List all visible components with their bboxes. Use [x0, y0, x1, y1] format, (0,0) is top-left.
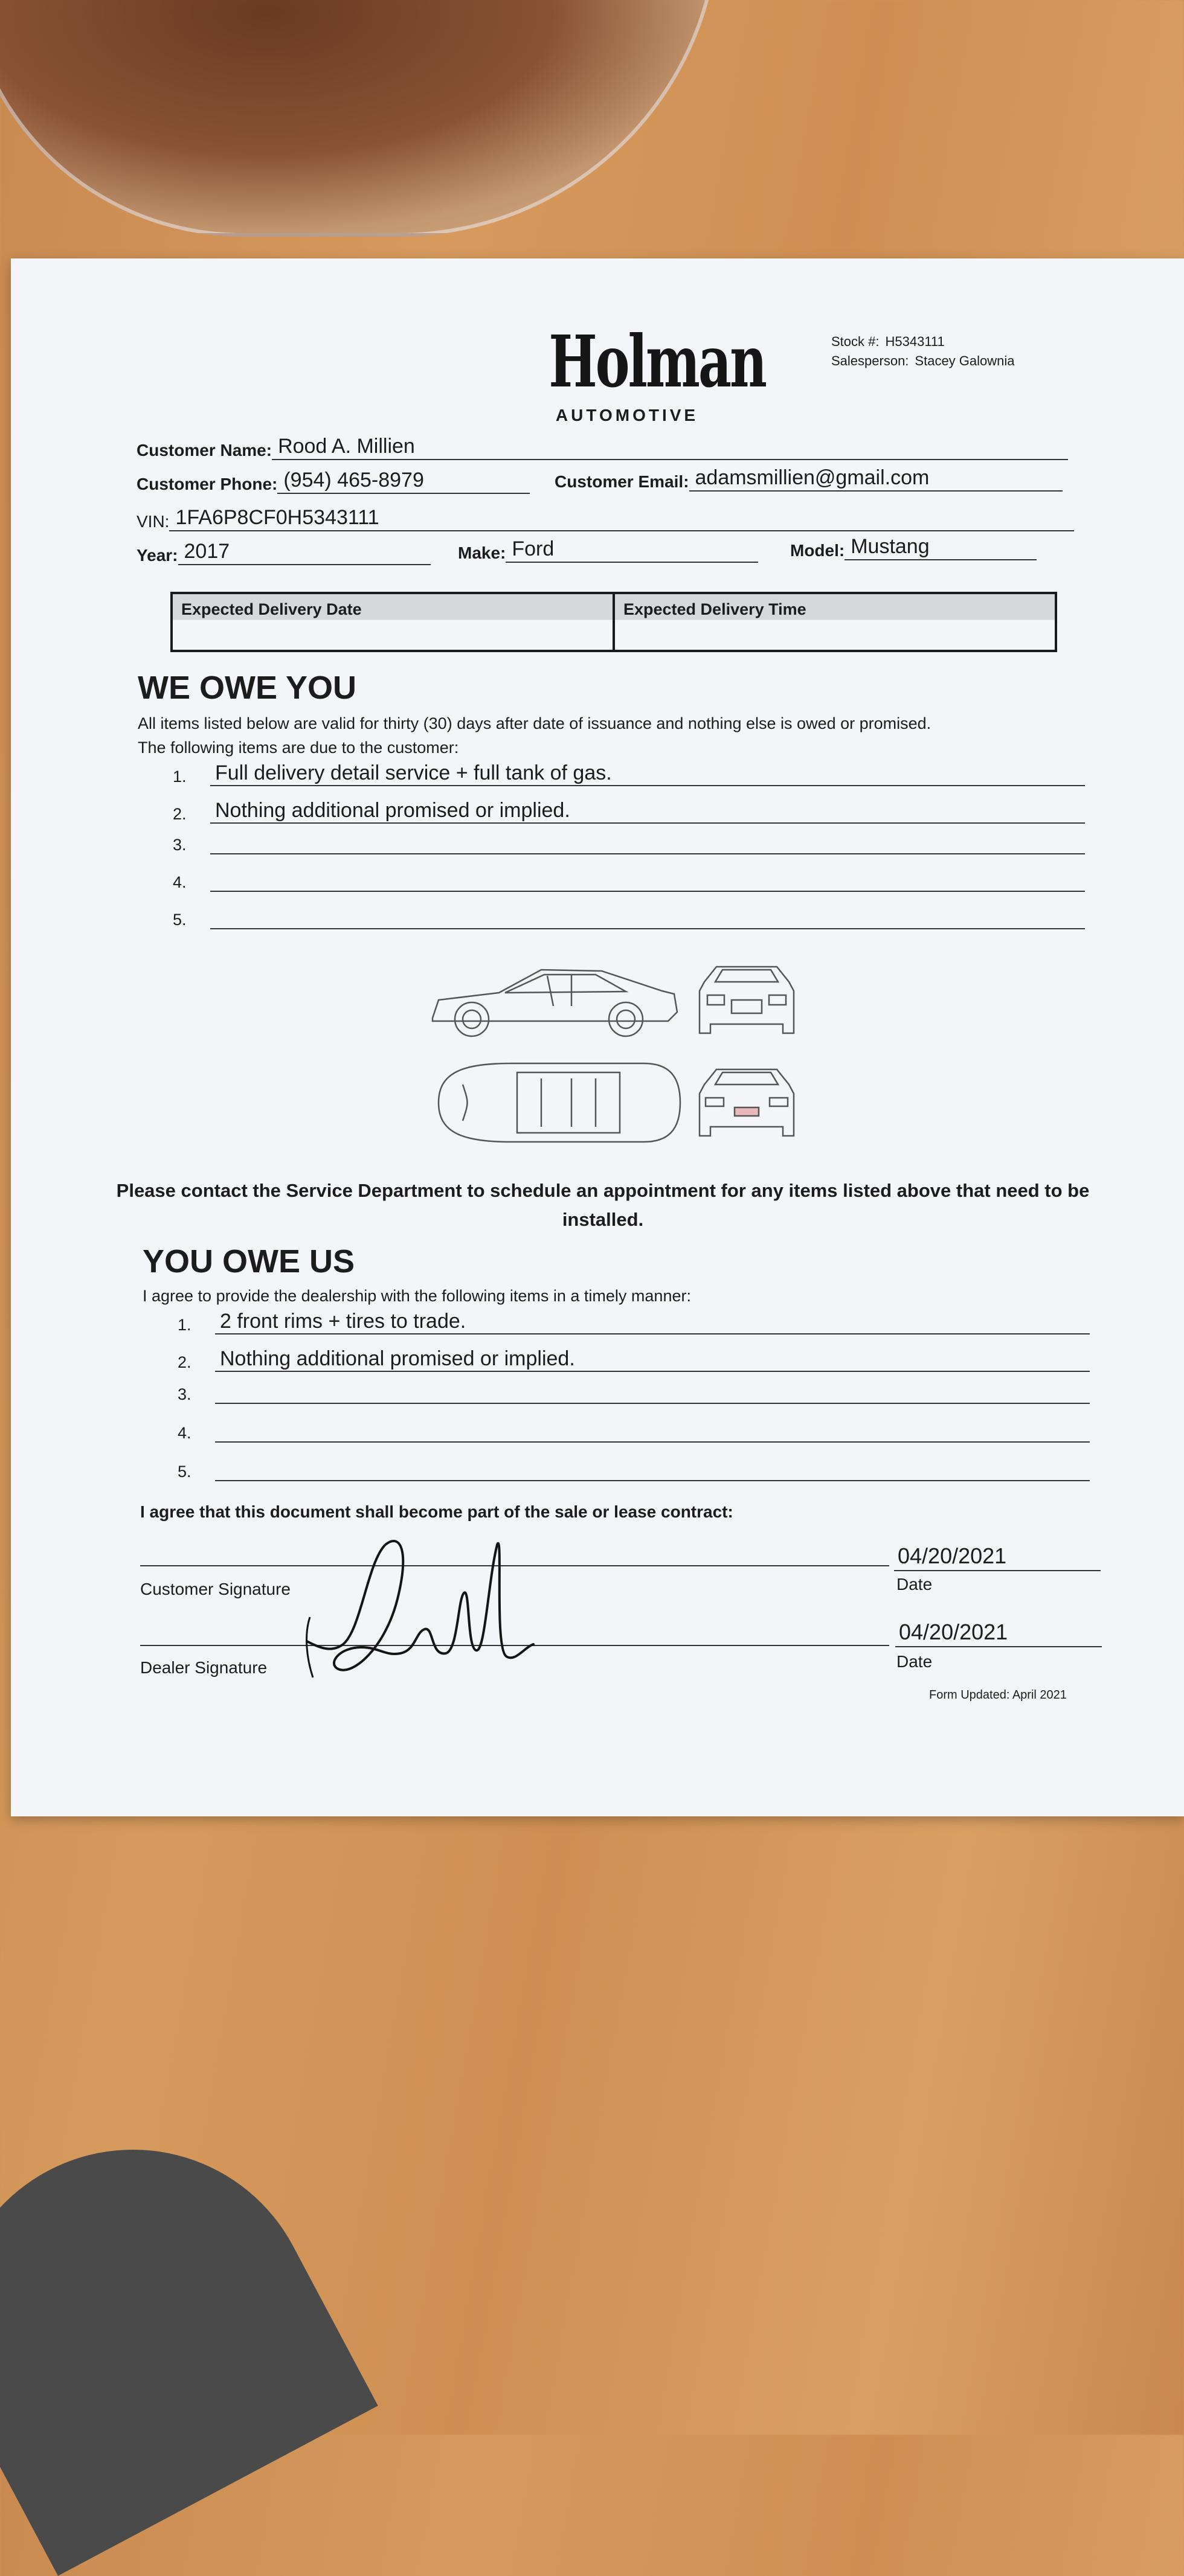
stock-label: Stock #: — [831, 334, 880, 349]
we-owe-item-number: 1. — [173, 767, 187, 786]
customer-signature-label: Customer Signature — [140, 1580, 291, 1598]
you-owe-item-field[interactable] — [215, 1441, 1090, 1443]
make-field[interactable]: Ford — [506, 537, 758, 563]
you-owe-item — [178, 1347, 1090, 1372]
year-row — [137, 540, 431, 565]
model-label: Model: — [790, 541, 845, 560]
we-owe-item-field[interactable]: Nothing additional promised or implied. — [210, 798, 1085, 824]
we-owe-intro: All items listed below are valid for thirty (30) days after date of issuance and nothing else is owed or promised. — [138, 714, 931, 732]
salesperson-value: Stacey Galownia — [915, 353, 1015, 368]
logo-wordmark: Holman — [549, 319, 766, 403]
customer-phone-field[interactable]: (954) 465-8979 — [277, 469, 530, 494]
customer-name-field[interactable]: Rood A. Millien — [272, 435, 1068, 460]
we-owe-item-number: 4. — [173, 873, 187, 891]
form-updated-note: Form Updated: April 2021 — [929, 1688, 1067, 1702]
we-owe-item-number: 5. — [173, 911, 187, 929]
plastic-container — [0, 0, 720, 237]
we-owe-item-number: 3. — [173, 836, 187, 854]
car-top-view-icon — [439, 1063, 680, 1142]
service-notice: Please contact the Service Department to schedule an appointment for any items listed above that need to be installed. — [116, 1180, 1090, 1230]
we-owe-due: The following items are due to the customer: — [138, 739, 459, 757]
agreement-text: I agree that this document shall become part of the sale or lease contract: — [140, 1502, 733, 1521]
model-row — [790, 535, 1037, 560]
expected-delivery-date[interactable] — [173, 594, 613, 650]
you-owe-item-field[interactable] — [215, 1480, 1090, 1481]
you-owe-item — [178, 1463, 1090, 1481]
you-owe-heading: YOU OWE US — [143, 1243, 355, 1280]
dealer-date-field[interactable]: 04/20/2021 — [895, 1620, 1102, 1647]
we-owe-item — [173, 761, 1085, 786]
we-owe-form — [11, 258, 1184, 1816]
customer-name-label: Customer Name: — [137, 441, 272, 460]
you-owe-item — [178, 1309, 1090, 1334]
you-owe-item — [178, 1385, 1090, 1404]
customer-date-label: Date — [896, 1575, 933, 1594]
stock-info — [831, 332, 1015, 371]
customer-name-row — [137, 435, 1068, 460]
you-owe-intro: I agree to provide the dealership with the following items in a timely manner: — [143, 1287, 691, 1305]
make-label: Make: — [458, 543, 506, 562]
car-rear-view-icon — [700, 1069, 794, 1136]
you-owe-item-field[interactable]: Nothing additional promised or implied. — [215, 1347, 1090, 1372]
we-owe-item-field[interactable] — [210, 853, 1085, 854]
year-label: Year: — [137, 546, 178, 565]
vehicle-diagram — [426, 964, 813, 1145]
handwritten-signature — [295, 1527, 549, 1696]
car-front-view-icon — [700, 967, 794, 1033]
you-owe-item-number: 3. — [178, 1385, 191, 1403]
customer-date-field[interactable]: 04/20/2021 — [894, 1543, 1101, 1571]
expected-delivery-date-label: Expected Delivery Date — [181, 600, 362, 618]
dealer-date-label: Date — [896, 1652, 933, 1671]
customer-email-label: Customer Email: — [555, 472, 689, 491]
customer-phone-row — [137, 469, 530, 494]
stock-value: H5343111 — [885, 334, 945, 349]
vin-row — [137, 506, 1074, 531]
customer-email-row — [555, 466, 1063, 492]
you-owe-item-number: 2. — [178, 1353, 191, 1371]
expected-delivery-box — [170, 592, 1057, 652]
you-owe-item-field[interactable] — [215, 1403, 1090, 1404]
year-field[interactable]: 2017 — [178, 540, 431, 565]
we-owe-item — [173, 911, 1085, 929]
customer-phone-label: Customer Phone: — [137, 475, 278, 493]
we-owe-item — [173, 798, 1085, 824]
logo-subtitle: AUTOMOTIVE — [555, 406, 699, 425]
customer-email-field[interactable]: adamsmillien@gmail.com — [689, 466, 1063, 492]
you-owe-item-number: 4. — [178, 1424, 191, 1442]
holman-logo — [518, 319, 766, 425]
we-owe-item — [173, 873, 1085, 892]
make-row — [458, 537, 758, 563]
we-owe-item-field[interactable] — [210, 891, 1085, 892]
we-owe-heading: WE OWE YOU — [138, 670, 357, 706]
we-owe-item-number: 2. — [173, 805, 187, 823]
you-owe-item — [178, 1424, 1090, 1443]
we-owe-item — [173, 836, 1085, 854]
we-owe-item-field[interactable] — [210, 928, 1085, 929]
model-field[interactable]: Mustang — [845, 535, 1037, 560]
expected-delivery-time[interactable] — [613, 594, 1055, 650]
we-owe-item-field[interactable]: Full delivery detail service + full tank of gas. — [210, 761, 1085, 786]
you-owe-item-number: 1. — [178, 1316, 191, 1334]
sleeve — [0, 2086, 378, 2575]
vin-label: VIN: — [137, 512, 170, 531]
you-owe-item-number: 5. — [178, 1463, 191, 1481]
you-owe-item-field[interactable]: 2 front rims + tires to trade. — [215, 1309, 1090, 1334]
car-side-view-icon — [433, 970, 677, 1036]
salesperson-label: Salesperson: — [831, 353, 909, 368]
vin-field[interactable]: 1FA6P8CF0H5343111 — [169, 506, 1074, 531]
dealer-signature-label: Dealer Signature — [140, 1658, 268, 1677]
expected-delivery-time-label: Expected Delivery Time — [623, 600, 806, 618]
